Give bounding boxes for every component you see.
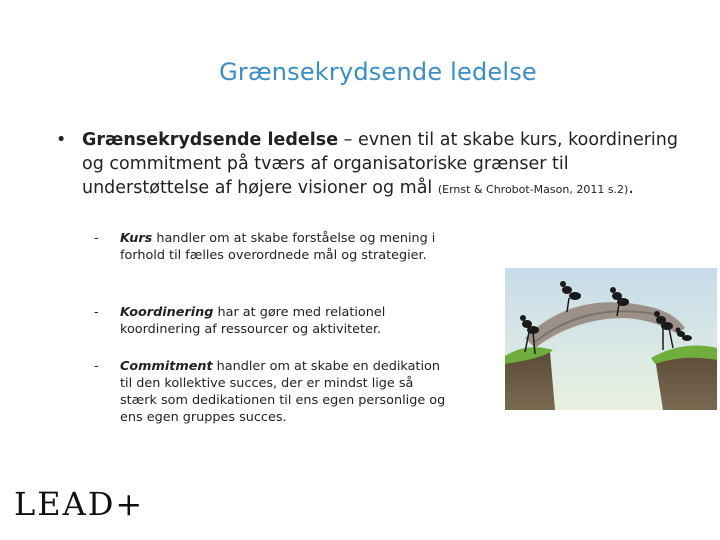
citation: (Ernst & Chrobot-Mason, 2011 s.2) [437,183,629,196]
sub-bullet-description: handler om at skabe en dedikation til den kollektive succes, der er mindst lige så stærk som dedikationen til ens egen personlige og ens egen gruppes succes. [120,359,446,425]
sub-bullet-text [94,230,454,264]
dash-marker: - [94,359,99,374]
main-bullet-definition: – evnen til at skabe kurs, koordinering og commitment på tværs af organisatoriske grænser til understøttelse af højere visioner og mål [82,130,678,198]
sub-bullet-koordinering [94,304,454,338]
dash-marker: - [94,305,99,320]
slide-title: Grænsekrydsende ledelse [219,58,537,86]
sub-bullet-term: Koordinering [120,305,214,320]
sub-bullet-kurs [94,230,454,264]
logo-text: LEAD+ [14,485,145,523]
ants-bridge-illustration [505,268,717,410]
bullet-marker: • [56,130,67,150]
sub-bullet-commitment [94,358,454,426]
sub-bullet-text [94,304,454,338]
main-bullet-end: . [628,178,634,198]
sub-bullet-text [94,358,454,426]
main-bullet-text [56,128,696,202]
lead-logo [14,486,144,522]
main-bullet-term: Grænsekrydsende ledelse [82,130,339,150]
main-bullet [56,128,696,202]
sub-bullet-description: handler om at skabe forståelse og mening i forhold til fælles overordnede mål og strategier. [120,231,436,263]
dash-marker: - [94,231,99,246]
sub-bullet-description: har at gøre med relationel koordinering af ressourcer og aktiviteter. [120,305,386,337]
sub-bullet-term: Commitment [120,359,213,374]
sub-bullet-term: Kurs [120,231,153,246]
